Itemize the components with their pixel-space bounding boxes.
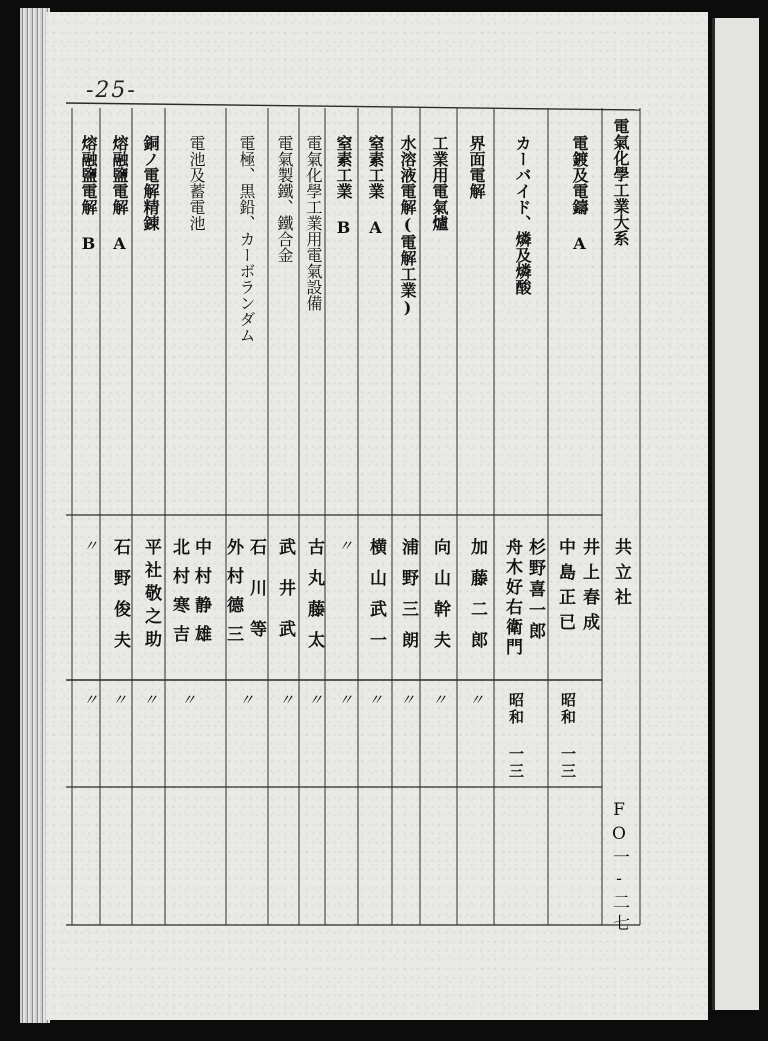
ditto-mark: 〃 xyxy=(81,538,99,553)
publisher: 共立社 xyxy=(611,538,631,613)
book-title: 窒素工業 B xyxy=(334,135,353,237)
author-name: 向山幹夫 xyxy=(430,538,450,662)
author-name: 横山武一 xyxy=(366,538,386,662)
author-name: 杉野喜一郎 xyxy=(525,538,545,643)
publication-date: 昭和 一三 xyxy=(507,692,525,780)
ditto-mark: 〃 xyxy=(179,692,197,707)
folio-number: -25- xyxy=(86,78,137,103)
book-title: 銅ノ電解精錬 xyxy=(141,135,160,231)
publication-date: 昭和 一三 xyxy=(559,692,577,780)
call-number: FO一-二七 xyxy=(609,800,629,935)
ditto-mark: 〃 xyxy=(430,692,448,707)
author-name: 古丸藤太 xyxy=(304,538,324,662)
top-rule xyxy=(66,103,640,110)
author-name: 外村德三 xyxy=(223,538,243,654)
ditto-mark: 〃 xyxy=(110,692,128,707)
author-name: 石野俊夫 xyxy=(110,538,130,662)
ditto-mark: 〃 xyxy=(336,538,354,553)
book-title: 水溶液電解(電解工業) xyxy=(398,135,417,317)
book-title: 電鍍及電鑄 A xyxy=(570,135,589,253)
book-title: 界面電解 xyxy=(467,135,486,199)
ditto-mark: 〃 xyxy=(306,692,324,707)
author-name: 武井武 xyxy=(275,538,295,661)
ditto-mark: 〃 xyxy=(336,692,354,707)
book-title: 熔融鹽電解 B xyxy=(79,135,98,253)
ditto-mark: 〃 xyxy=(237,692,255,707)
author-name: 平社敬之助 xyxy=(141,538,161,653)
author-name: 中村静雄 xyxy=(191,538,211,654)
book-title: 工業用電氣爐 xyxy=(430,135,449,231)
ditto-mark: 〃 xyxy=(141,692,159,707)
author-name: 北村寒吉 xyxy=(169,538,189,654)
ditto-mark: 〃 xyxy=(467,692,485,707)
series-title: 電氣化學工業大系 xyxy=(611,118,630,246)
book-title: 窒素工業 A xyxy=(366,135,385,237)
author-name: 浦野三朗 xyxy=(398,538,418,662)
book-title: 電極、黒鉛、カーボランダム xyxy=(237,135,256,343)
book-title: 熔融鹽電解 A xyxy=(110,135,129,253)
author-name: 井上春成 xyxy=(579,538,599,638)
author-name: 舟木好右衛門 xyxy=(502,538,522,658)
book-title: 電氣製鐵、鐵合金 xyxy=(275,135,294,263)
ditto-mark: 〃 xyxy=(277,692,295,707)
ditto-mark: 〃 xyxy=(366,692,384,707)
ditto-mark: 〃 xyxy=(398,692,416,707)
author-name: 石川等 xyxy=(246,538,266,661)
author-name: 加藤二郎 xyxy=(467,538,487,662)
book-title: 電氣化學工業用電氣設備 xyxy=(304,135,323,311)
ditto-mark: 〃 xyxy=(81,692,99,707)
author-name: 中島正已 xyxy=(555,538,575,638)
book-title: カーバイド、燐及燐酸 xyxy=(513,135,532,295)
book-title: 電池及蓄電池 xyxy=(187,135,206,231)
